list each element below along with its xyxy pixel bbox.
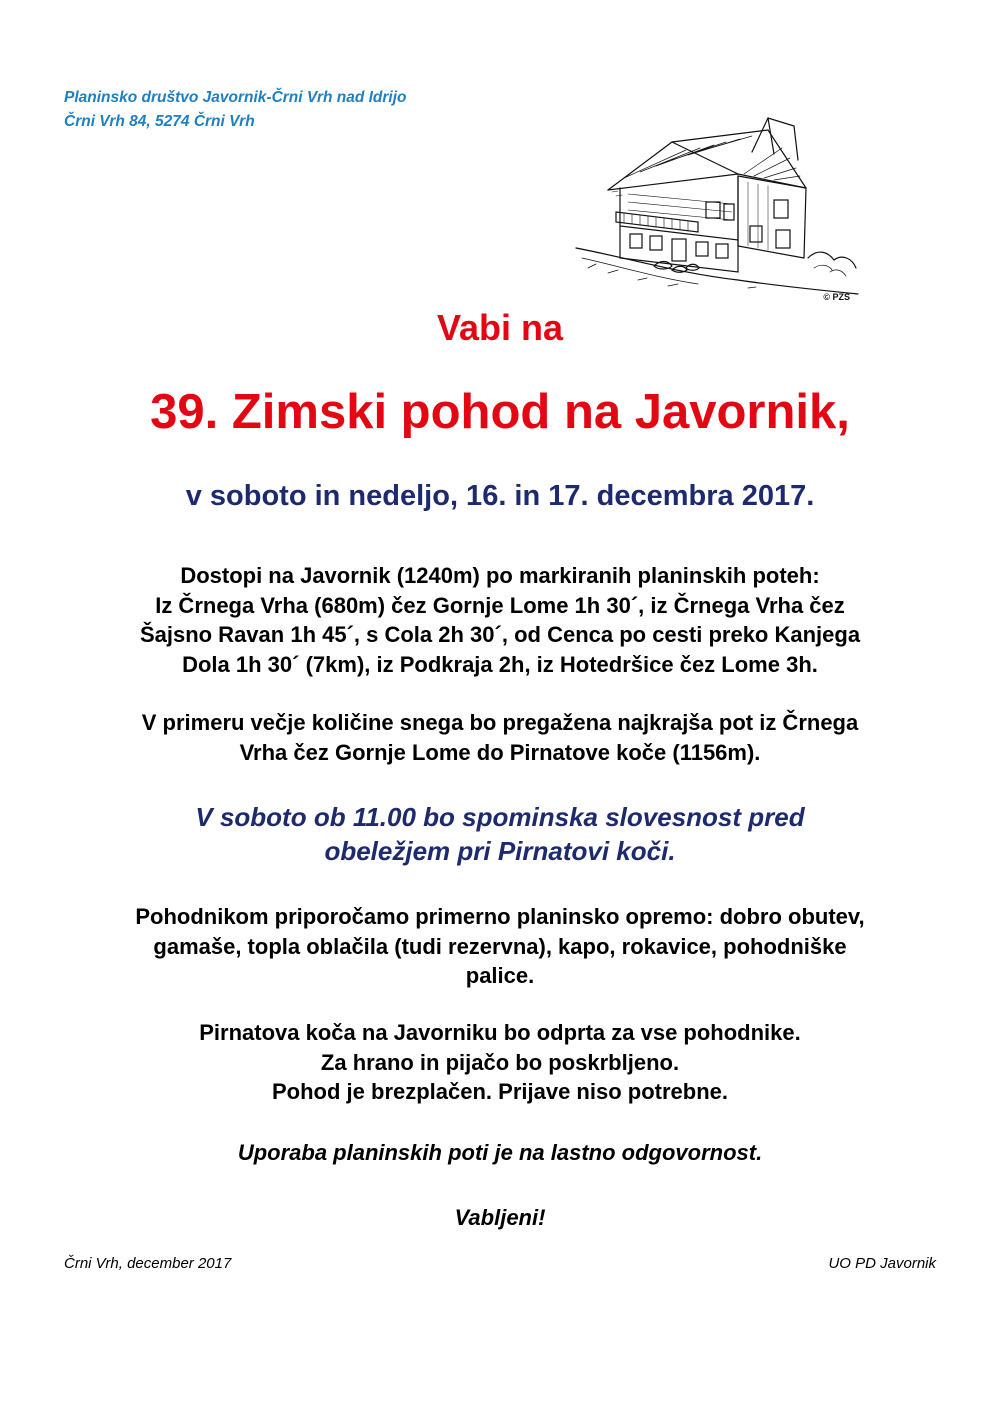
- access-line: Dola 1h 30´ (7km), iz Podkraja 2h, iz Hotedršice čez Lome 3h.: [182, 651, 818, 677]
- event-date: v soboto in nedeljo, 16. in 17. decembra 2017.: [185, 480, 815, 512]
- info-line: Za hrano in pijačo bo poskrbljeno.: [320, 1049, 680, 1075]
- info-line: Pirnatova koča na Javorniku bo odprta za vse pohodnike.: [199, 1020, 801, 1045]
- snow-note-line: V primeru večje količine snega bo pregažena najkrajša pot iz Črnega: [141, 710, 859, 735]
- access-line: Iz Črnega Vrha (680m) čez Gornje Lome 1h 30´, iz Črnega Vrha čez: [155, 592, 845, 618]
- event-title: 39. Zimski pohod na Javornik,: [150, 385, 850, 439]
- organization-address: Črni Vrh 84, 5274 Črni Vrh: [64, 113, 255, 130]
- ceremony-paragraph: [0, 800, 1000, 868]
- ceremony-line: obeležjem pri Pirnatovi koči.: [324, 836, 676, 866]
- responsibility-note: Uporaba planinskih poti je na lastno odgovornost.: [237, 1140, 763, 1165]
- organization-name: Planinsko društvo Javornik-Črni Vrh nad Idrijo: [64, 89, 407, 106]
- access-line: Dostopi na Javornik (1240m) po markiranih planinskih poteh:: [180, 563, 820, 588]
- info-line: Pohod je brezplačen. Prijave niso potrebne.: [272, 1079, 728, 1104]
- access-routes-paragraph: [0, 561, 1000, 679]
- equipment-paragraph: [0, 902, 1000, 991]
- invite-heading: Vabi na: [436, 307, 564, 348]
- organization-header: [64, 86, 407, 134]
- equipment-line: palice.: [465, 963, 535, 988]
- equipment-line: Pohodnikom priporočamo primerno planinsko opremo: dobro obutev,: [135, 904, 865, 929]
- ceremony-line: V soboto ob 11.00 bo spominska slovesnost pred: [195, 802, 805, 832]
- footer-place-date: Črni Vrh, december 2017: [64, 1255, 232, 1272]
- access-line: Šajsno Ravan 1h 45´, s Cola 2h 30´, od Cenca po cesti preko Kanjega: [139, 622, 861, 647]
- footer-signature: UO PD Javornik: [828, 1255, 936, 1272]
- welcome-text: Vabljeni!: [454, 1205, 546, 1230]
- snow-note-line: Vrha čez Gornje Lome do Pirnatove koče (1156m).: [239, 739, 761, 765]
- illustration-credit: © PZS: [823, 292, 850, 302]
- mountain-hut-illustration: [568, 108, 866, 304]
- equipment-line: gamaše, topla oblačila (tudi rezervna), kapo, rokavice, pohodniške: [153, 933, 847, 959]
- info-paragraph: [0, 1018, 1000, 1107]
- snow-note-paragraph: [0, 708, 1000, 767]
